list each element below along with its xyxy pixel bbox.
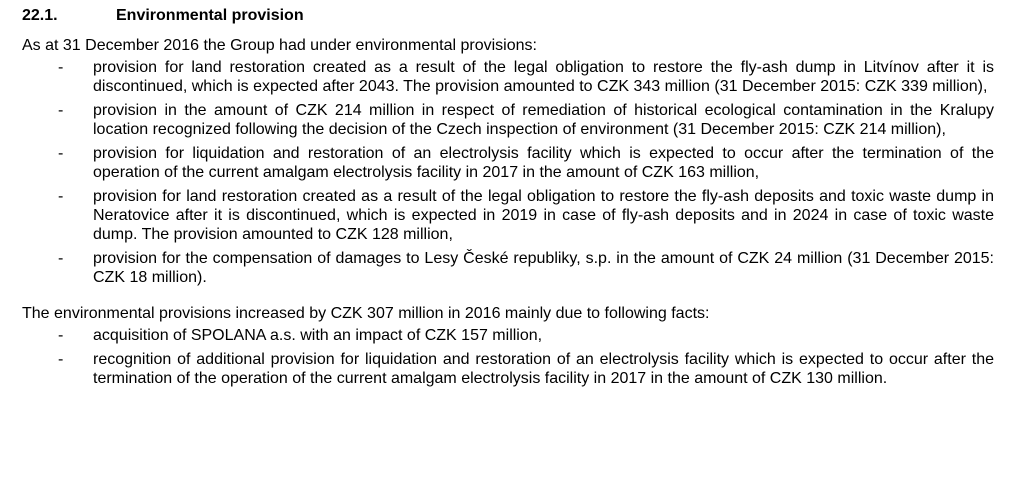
bullet-dash: - (58, 250, 64, 267)
list-item-text: provision in the amount of CZK 214 million in respect of remediation of historical ecological contamination in the Kralupy location recognized following the decision of the Czech inspection of environment (31 December 2015: CZK 214 million), (93, 102, 994, 138)
list-item-text: provision for the compensation of damages to Lesy České republiky, s.p. in the amount of CZK 24 million (31 December 2015: CZK 18 million). (93, 250, 994, 286)
provision-list (22, 58, 994, 287)
list-item (22, 350, 994, 388)
bullet-dash: - (58, 188, 64, 205)
increase-list (22, 326, 994, 388)
list-item (22, 187, 994, 244)
section-number: 22.1. (22, 7, 58, 24)
list-item (22, 249, 994, 287)
bullet-dash: - (58, 59, 64, 76)
bullet-dash: - (58, 327, 64, 344)
list-item-text: provision for land restoration created as a result of the legal obligation to restore the fly-ash dump in Litvínov after it is discontinued, which is expected after 2043. The provision amounted to CZK 343 million (31 December 2015: CZK 339 million), (93, 59, 994, 95)
section-heading (22, 6, 994, 26)
list-item (22, 144, 994, 182)
list-item-text: recognition of additional provision for liquidation and restoration of an electrolysis facility which is expected to occur after the termination of the operation of the current amalgam electrolysis facility in 2017 in the amount of CZK 130 million. (93, 351, 994, 387)
list-item (22, 326, 994, 345)
list-item-text: provision for land restoration created as a result of the legal obligation to restore the fly-ash deposits and toxic waste dump in Neratovice after it is discontinued, which is expected in 2019 in case of fly-ash deposits and in 2024 in case of toxic waste dump. The provision amounted to CZK 128 million, (93, 188, 994, 243)
bullet-dash: - (58, 351, 64, 368)
paragraph-gap (22, 292, 994, 304)
list-item (22, 58, 994, 96)
list-item (22, 101, 994, 139)
list-item-text: acquisition of SPOLANA a.s. with an impact of CZK 157 million, (93, 327, 543, 344)
bullet-dash: - (58, 145, 64, 162)
section-title: Environmental provision (116, 7, 304, 24)
bullet-dash: - (58, 102, 64, 119)
list-item-text: provision for liquidation and restoration of an electrolysis facility which is expected to occur after the termination of the operation of the current amalgam electrolysis facility in 2017 in the amount of CZK 163 million, (93, 145, 994, 181)
intro-paragraph: As at 31 December 2016 the Group had under environmental provisions: (22, 37, 537, 54)
increase-paragraph: The environmental provisions increased by CZK 307 million in 2016 mainly due to following facts: (22, 305, 710, 322)
